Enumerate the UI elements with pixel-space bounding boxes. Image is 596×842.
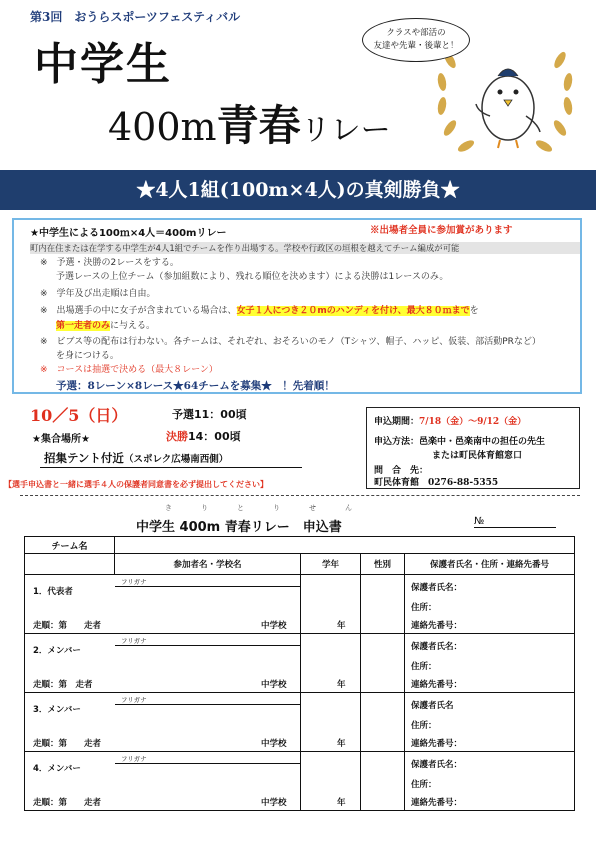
title-seishun: 青春 <box>216 101 301 150</box>
title-relay-word: リレー <box>300 113 391 148</box>
run-order-suffix: 走者 <box>84 739 102 749</box>
rule-item-2: ※ 学年及び出走順は自由。 <box>40 289 156 299</box>
furigana-label: フリガナ <box>121 637 147 645</box>
event-date: 10／5（日） <box>30 406 128 425</box>
run-order <box>33 619 101 631</box>
header-row <box>25 554 575 575</box>
rule-item-1b: 予選レースの上位チーム（参加組数により、残れる順位を決めます）による決勝は1レースのみ。 <box>56 272 449 282</box>
grade-suffix: 年 <box>337 621 346 631</box>
member-name-cell[interactable] <box>25 575 301 634</box>
contact-label: 問 合 先： <box>374 466 429 476</box>
rule-item-4b: を身につける。 <box>56 351 119 361</box>
guardian-name-label: 保護者氏名： <box>411 583 463 593</box>
header-sex: 性別 <box>361 554 405 575</box>
run-order-prefix: 走順：第 <box>33 621 68 631</box>
form-number-field[interactable]: № <box>474 516 556 528</box>
grade-suffix: 年 <box>337 798 346 808</box>
member-label: 4．メンバー <box>33 764 81 774</box>
period-value: 7/18（金）～9/12（金） <box>419 417 527 427</box>
form-title: 中学生 400m 青春リレー 申込書 <box>136 520 342 535</box>
tent-name: 招集テント付近 <box>44 451 124 465</box>
furigana-label: フリガナ <box>121 578 147 586</box>
cut-line-ruby: き り と り せ ん <box>165 504 354 512</box>
final-label: 決勝 <box>166 430 188 443</box>
school-suffix: 中学校 <box>261 798 287 808</box>
tent-location: （スポレク広場南西側） <box>123 454 229 465</box>
guardian-name-label: 保護者氏名： <box>411 760 463 770</box>
phone-label: 連絡先番号： <box>411 739 463 749</box>
school-suffix: 中学校 <box>261 739 287 749</box>
run-order-prefix: 走順：第 <box>33 739 68 749</box>
phone-label: 連絡先番号： <box>411 798 463 808</box>
header-blank <box>25 554 115 575</box>
method-value: 邑楽中・邑楽南中の担任の先生 <box>419 437 546 447</box>
application-form-table <box>24 536 575 811</box>
rules-heading: ★中学生による100ｍ×4人＝400mリレー <box>30 228 227 239</box>
address-label: 住所： <box>411 721 437 731</box>
rule-item-3-end: に与える。 <box>110 321 156 331</box>
grade-cell[interactable] <box>301 693 361 752</box>
member-row-4 <box>25 752 575 811</box>
guardian-cell[interactable] <box>405 634 575 693</box>
sex-cell[interactable] <box>361 634 405 693</box>
team-row <box>25 537 575 554</box>
run-order <box>33 796 101 808</box>
rule-item-3-text: ※ 出場選手の中に女子が含まれている場合は、 <box>40 306 237 316</box>
member-row-3 <box>25 693 575 752</box>
application-method-2: または町民体育館窓口 <box>432 451 523 461</box>
handicap-highlight: 女子１人につき２０mのハンディを付け、最大８０ｍまで <box>236 306 470 316</box>
team-name-label: チーム名 <box>25 537 115 554</box>
final-time <box>166 428 241 444</box>
rule-item-3-cont <box>56 320 155 333</box>
school-suffix: 中学校 <box>261 680 287 690</box>
furigana-label: フリガナ <box>121 755 147 763</box>
rule-item-3-particle: を <box>469 306 479 316</box>
mascot-bird <box>476 69 540 148</box>
award-note: ※出場者全員に参加賞があります <box>370 225 513 236</box>
first-runner-highlight: 第一走者のみ <box>56 321 111 331</box>
phone-label: 連絡先番号： <box>411 680 463 690</box>
application-period <box>374 414 526 427</box>
phone-label: 連絡先番号： <box>411 621 463 631</box>
member-row-1 <box>25 575 575 634</box>
run-order <box>33 737 101 749</box>
guardian-name-label: 保護者氏名： <box>411 642 463 652</box>
member-row-2 <box>25 634 575 693</box>
bubble-line-2: 友達や先輩・後輩と！ <box>373 41 459 51</box>
header-grade: 学年 <box>301 554 361 575</box>
recruit-info: 予選：8レーン×8レース★64チームを募集★ ！先着順！ <box>56 380 335 392</box>
title-distance: 400m <box>108 105 217 149</box>
run-order <box>33 678 93 690</box>
meeting-place-label: ★集合場所★ <box>32 434 90 445</box>
rule-item-4: ※ ビブス等の配布は行わない。各チームは、それぞれ、おそろいのモノ（Tシャツ、帽子、ハッピ、仮装、部活動PRなど） <box>40 337 541 347</box>
school-suffix: 中学校 <box>261 621 287 631</box>
sex-cell[interactable] <box>361 752 405 811</box>
rule-item-5: ※ コースは抽選で決める（最大８レーン） <box>40 365 218 375</box>
bubble-line-1: クラスや部活の <box>386 28 446 38</box>
speech-bubble <box>362 18 470 62</box>
member-label: 3．メンバー <box>33 705 81 715</box>
run-order-prefix: 走順：第 <box>33 798 68 808</box>
contact-name: 町民体育館 <box>374 478 420 488</box>
guardian-cell[interactable] <box>405 575 575 634</box>
member-label: 2．メンバー <box>33 646 81 656</box>
team-name-field[interactable] <box>115 537 575 554</box>
period-label: 申込期間： <box>374 417 420 427</box>
consent-notice: 【選手申込書と一緒に選手４人の保護者同意書を必ず提出してください】 <box>4 479 268 489</box>
header-name: 参加者名・学校名 <box>115 554 301 575</box>
address-label: 住所： <box>411 780 437 790</box>
member-label: 1．代表者 <box>33 587 73 597</box>
contact-phone: 0276-88-5355 <box>428 478 499 488</box>
address-label: 住所： <box>411 662 437 672</box>
underline <box>40 467 302 468</box>
furigana-label: フリガナ <box>121 696 147 704</box>
final-time-value: 14：00頃 <box>188 430 241 443</box>
run-order-suffix: 走者 <box>84 798 102 808</box>
grade-cell[interactable] <box>301 634 361 693</box>
contact-info <box>374 475 498 488</box>
cut-line <box>20 495 580 496</box>
sex-cell[interactable] <box>361 693 405 752</box>
rule-item-1: ※ 予選・決勝の2レースをする。 <box>40 258 179 268</box>
title-relay <box>108 101 391 150</box>
guardian-name-label: 保護者氏名 <box>411 701 454 711</box>
header-guardian: 保護者氏名・住所・連絡先番号 <box>405 554 575 575</box>
member-name-cell[interactable] <box>25 634 301 693</box>
grade-suffix: 年 <box>337 680 346 690</box>
address-label: 住所： <box>411 603 437 613</box>
guardian-cell[interactable] <box>405 752 575 811</box>
application-method <box>374 434 545 447</box>
prelim-time: 予選11：00頃 <box>172 408 247 421</box>
grade-suffix: 年 <box>337 739 346 749</box>
meeting-place <box>44 450 228 466</box>
festival-title: 第3回 おうらスポーツフェスティバル <box>30 10 241 24</box>
rules-description: 町内在住または在学する中学生が4人1組でチームを作り出場する。学校や行政区の垣根を越えてチーム編成が可能 <box>30 242 580 254</box>
grade-cell[interactable] <box>301 575 361 634</box>
title-junior-high: 中学生 <box>34 39 172 90</box>
sex-cell[interactable] <box>361 575 405 634</box>
run-order-prefix: 走順：第 <box>33 680 68 690</box>
member-name-cell[interactable] <box>25 693 301 752</box>
run-order-suffix: 走者 <box>75 680 93 690</box>
grade-cell[interactable] <box>301 752 361 811</box>
run-order-suffix: 走者 <box>84 621 102 631</box>
rule-item-3 <box>40 305 479 318</box>
guardian-cell[interactable] <box>405 693 575 752</box>
main-banner: ★4人1組(100m×4人)の真剣勝負★ <box>0 170 596 210</box>
method-label: 申込方法： <box>374 437 420 447</box>
member-name-cell[interactable] <box>25 752 301 811</box>
